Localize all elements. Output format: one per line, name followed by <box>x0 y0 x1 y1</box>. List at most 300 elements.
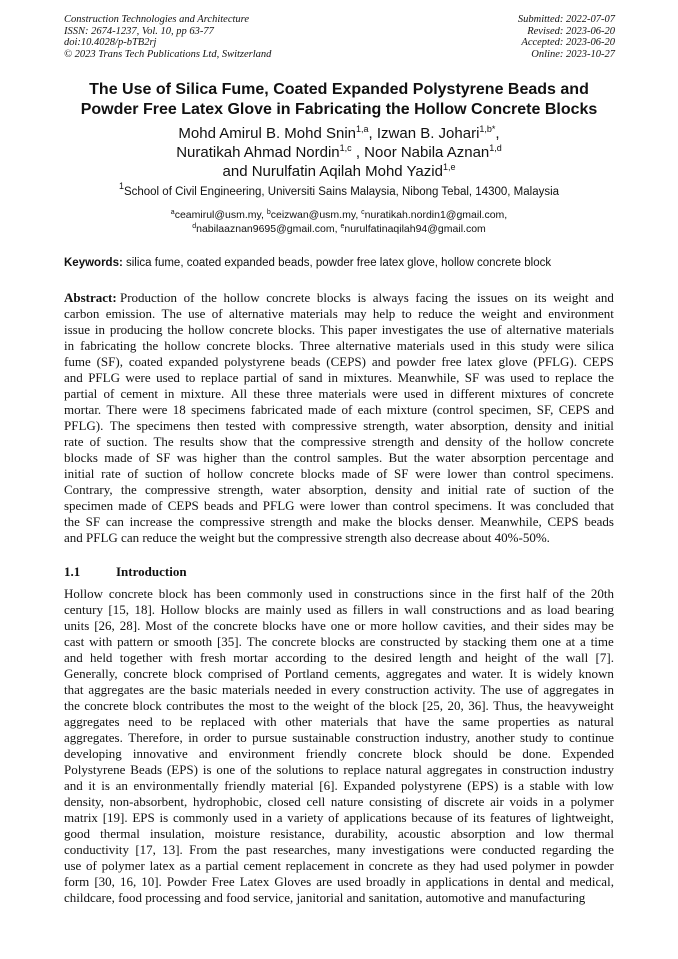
word: are <box>359 634 376 649</box>
word: concrete <box>271 634 316 649</box>
line-text: and PFLG can reduce the weight but the compressive strength also decrease about 40%-50%. <box>64 530 550 545</box>
word: needed <box>274 682 312 697</box>
word: expanded <box>168 354 219 369</box>
word: partial <box>64 386 98 401</box>
word: units <box>64 618 90 633</box>
word: materials <box>320 714 369 729</box>
text-line <box>64 842 614 858</box>
word: alternative <box>506 322 562 337</box>
word: blocks. <box>277 322 316 337</box>
word: that <box>64 682 84 697</box>
word: Contrary, <box>64 482 113 497</box>
word: concrete <box>266 290 311 305</box>
text-line <box>64 338 614 354</box>
word: (control <box>432 402 474 417</box>
word: Thus, <box>493 698 523 713</box>
word: in <box>603 682 614 697</box>
word: past <box>245 842 267 857</box>
word: sides <box>543 618 570 633</box>
word: [6]. <box>319 778 338 793</box>
word: resistance, <box>270 826 325 841</box>
text-line <box>64 370 614 386</box>
word: in <box>188 730 199 745</box>
word: as <box>179 858 191 873</box>
word: the <box>178 514 194 529</box>
word: widely <box>537 666 573 681</box>
word: together <box>119 650 163 665</box>
word: SF <box>464 370 480 385</box>
word: the <box>167 322 184 337</box>
word: done. <box>522 746 551 761</box>
word: of <box>211 306 223 321</box>
word: cements, <box>334 666 381 681</box>
word: strength <box>270 514 313 529</box>
word: cell <box>306 794 326 809</box>
word: (EPS) <box>166 762 198 777</box>
word: Polystyrene <box>64 762 126 777</box>
word: wall <box>565 650 589 665</box>
word: one <box>216 762 236 777</box>
word: with <box>169 650 193 665</box>
word: were <box>555 338 581 353</box>
text-line <box>64 530 614 546</box>
word: and <box>318 514 337 529</box>
word: smooth <box>173 634 213 649</box>
journal-doi: doi:10.4028/p-bTB2rj <box>64 37 157 48</box>
line-text: childcare, food processing and food service, janitorial and sanitation, automotive and manufacturing <box>64 890 586 905</box>
word: concrete <box>229 322 274 337</box>
word: and <box>545 874 565 889</box>
word: and <box>523 306 542 321</box>
word: The <box>246 634 267 649</box>
word: Abstract: Production <box>64 290 178 305</box>
text-line <box>64 682 614 698</box>
word: PFLG <box>88 370 120 385</box>
text-line <box>64 714 614 730</box>
word: the <box>192 618 209 633</box>
introduction-body <box>64 586 614 906</box>
author-affil: 1,a <box>356 124 369 134</box>
word: its <box>472 810 486 825</box>
word: non-absorbent, <box>109 794 188 809</box>
title-line: Powder Free Latex Glove in Fabricating the Hollow Concrete Blocks <box>80 101 598 118</box>
author-name: and Nurulfatin Aqilah Mohd Yazid <box>222 163 443 180</box>
word: many <box>336 842 366 857</box>
word: block <box>173 666 203 681</box>
word: polymer <box>101 858 145 873</box>
word: according <box>275 650 327 665</box>
word: water <box>435 450 465 465</box>
word: water <box>271 482 301 497</box>
text-line <box>64 826 614 842</box>
word: the <box>368 698 385 713</box>
abstract-label: Abstract: <box>64 290 117 305</box>
word: continue <box>569 730 614 745</box>
word: alternative <box>228 306 284 321</box>
word: bearing <box>574 602 614 617</box>
word: density <box>374 482 413 497</box>
word: use <box>505 682 523 697</box>
word: samples. <box>337 450 383 465</box>
word: (PFLG). <box>533 354 577 369</box>
word: that <box>253 434 273 449</box>
word: and <box>64 778 83 793</box>
word: study <box>519 730 549 745</box>
word: aggregates <box>64 714 120 729</box>
word: of <box>176 618 188 633</box>
section-heading <box>64 564 187 580</box>
word: rate <box>64 434 84 449</box>
word: stable <box>529 778 560 793</box>
word: conducted <box>482 842 536 857</box>
word: in <box>261 810 273 825</box>
word: specimens. <box>556 466 614 481</box>
word: constructions <box>354 586 424 601</box>
date-accepted: Accepted: 2023-06-20 <box>521 37 615 48</box>
word: alternative <box>335 338 391 353</box>
text-line <box>64 586 614 602</box>
word: voids <box>509 794 538 809</box>
word: latex <box>149 858 175 873</box>
word: the <box>255 762 272 777</box>
word: the <box>351 650 367 665</box>
date-online: Online: 2023-10-27 <box>531 48 615 60</box>
word: made <box>104 450 133 465</box>
word: [25, <box>422 698 444 713</box>
word: may <box>574 618 597 633</box>
word: Generally, <box>64 666 118 681</box>
word: hollow <box>206 466 244 481</box>
word: closed <box>267 794 301 809</box>
text-line <box>64 402 614 418</box>
word: commonly <box>247 586 303 601</box>
word: suction <box>145 466 183 481</box>
word: dental <box>508 874 541 889</box>
text-line <box>64 482 614 498</box>
word: of <box>86 858 97 873</box>
word: absorption, <box>308 482 367 497</box>
section-number: 1.1 <box>64 564 81 579</box>
word: the <box>597 482 614 497</box>
word: weight <box>481 306 517 321</box>
separator: , <box>368 125 377 142</box>
word: form <box>64 874 90 889</box>
word: stacking <box>463 634 507 649</box>
word: the <box>597 370 614 385</box>
word: the <box>477 586 494 601</box>
word: rate <box>486 482 506 497</box>
word: consisting <box>369 794 422 809</box>
word: aggregates <box>88 682 144 697</box>
word: sand <box>298 370 323 385</box>
word: a <box>195 858 201 873</box>
word: constructions <box>431 602 502 617</box>
word: mortar <box>233 650 268 665</box>
word: the <box>526 698 543 713</box>
word: specimens <box>191 402 246 417</box>
word: a <box>518 778 524 793</box>
word: 18]. <box>134 602 156 617</box>
word: density <box>514 418 553 433</box>
word: compressive <box>199 514 265 529</box>
word: good <box>64 826 90 841</box>
word: of <box>183 290 195 305</box>
word: with <box>262 418 286 433</box>
word: was <box>510 498 531 513</box>
word: in <box>433 386 445 401</box>
word: its <box>534 290 547 305</box>
word: were <box>450 842 476 857</box>
word: had <box>460 858 479 873</box>
word: first <box>499 586 521 601</box>
journal-name: Construction Technologies and Architecture <box>64 14 250 25</box>
word: to <box>401 306 412 321</box>
word: an <box>115 778 128 793</box>
word: because <box>411 810 453 825</box>
word: acoustic <box>397 826 441 841</box>
word: (SF), <box>96 354 123 369</box>
word: materials <box>566 322 614 337</box>
text-line <box>64 602 614 618</box>
word: materials <box>290 306 338 321</box>
word: the <box>228 698 245 713</box>
text-line <box>64 794 614 810</box>
word: EPS <box>132 810 155 825</box>
title-line: The Use of Silica Fume, Coated Expanded Polystyrene Beads and <box>89 81 589 98</box>
word: [35]. <box>216 634 242 649</box>
word: environmentally <box>133 778 219 793</box>
word: with <box>565 778 589 793</box>
word: that <box>594 498 614 513</box>
word: is <box>101 778 110 793</box>
word: moisture <box>214 826 261 841</box>
word: concrete <box>108 586 153 601</box>
author-name: Nuratikah Ahmad Nordin <box>176 144 340 161</box>
word: [30, <box>94 874 115 889</box>
word: used <box>450 338 475 353</box>
author-name: Izwan B. Johari <box>376 125 480 142</box>
word: as <box>336 602 348 617</box>
word: and <box>506 602 526 617</box>
word: developing <box>64 746 122 761</box>
word: blocks <box>64 450 98 465</box>
word: constructed <box>380 634 441 649</box>
word: known <box>578 666 614 681</box>
author-emails <box>40 208 638 236</box>
word: used <box>483 858 508 873</box>
separator: , <box>351 144 365 161</box>
word: issues <box>476 290 509 305</box>
word: block <box>389 698 418 713</box>
word: that <box>376 714 397 729</box>
text-line <box>64 810 614 826</box>
word: of <box>138 450 150 465</box>
word: and <box>595 290 614 305</box>
word: commonly <box>172 810 229 825</box>
keywords-text: silica fume, coated expanded beads, powder free latex glove, hollow concrete block <box>122 257 552 269</box>
word: the <box>542 650 559 665</box>
word: the <box>120 482 137 497</box>
word: [19]. <box>102 810 128 825</box>
word: aggregates. <box>64 730 123 745</box>
word: with <box>89 634 113 649</box>
word: of <box>267 666 279 681</box>
word: durability, <box>334 826 388 841</box>
word: hydrophobic, <box>192 794 262 809</box>
word: lower <box>447 466 477 481</box>
word: researches, <box>273 842 331 857</box>
word: have <box>301 618 326 633</box>
word: broadly <box>366 874 406 889</box>
word: All <box>230 386 248 401</box>
word: or <box>354 618 366 633</box>
word: SF, <box>536 402 554 417</box>
word: fillers <box>352 602 384 617</box>
text-line <box>64 450 614 466</box>
text-line <box>64 466 614 482</box>
word: is <box>357 290 367 305</box>
word: concrete <box>249 466 294 481</box>
author-affil: 1,d <box>489 143 502 153</box>
word: medical, <box>569 874 614 889</box>
word: sustainable <box>292 730 350 745</box>
word: made <box>118 498 147 513</box>
word: be <box>180 714 193 729</box>
affiliation <box>40 181 638 198</box>
word: low <box>594 778 614 793</box>
word: strength, <box>218 482 264 497</box>
word: Portland <box>284 666 329 681</box>
word: polymer <box>570 794 614 809</box>
word: SF <box>85 514 101 529</box>
word: most <box>248 698 275 713</box>
word: used <box>337 874 361 889</box>
word: should <box>453 746 488 761</box>
affiliation-number: 1 <box>118 181 124 191</box>
word: variety <box>287 810 324 825</box>
word: comprised <box>207 666 263 681</box>
word: was <box>484 370 505 385</box>
word: The <box>153 434 174 449</box>
word: same <box>462 714 490 729</box>
word: mixtures. <box>343 370 393 385</box>
word: initial <box>447 482 479 497</box>
word: used <box>308 586 333 601</box>
word: aggregates <box>385 666 442 681</box>
word: discrete <box>443 794 485 809</box>
word: and <box>420 434 439 449</box>
word: thermal <box>574 826 614 841</box>
word: beads <box>203 498 234 513</box>
word: the <box>597 842 614 857</box>
word: made <box>341 466 370 481</box>
author-affil: 1,c <box>339 143 352 153</box>
word: block <box>413 746 442 761</box>
word: control <box>512 466 550 481</box>
word: [7]. <box>595 650 614 665</box>
word: and <box>515 826 535 841</box>
word: powder <box>396 354 436 369</box>
word: used <box>307 602 332 617</box>
word: 18 <box>172 402 186 417</box>
word: blocks <box>300 466 335 481</box>
word: half <box>526 586 547 601</box>
word: contributes <box>166 698 224 713</box>
word: Free <box>211 874 235 889</box>
word: concrete <box>569 386 614 401</box>
word: one <box>542 634 561 649</box>
word: SF <box>394 466 409 481</box>
word: It <box>509 666 518 681</box>
publication-dates <box>518 14 615 60</box>
keywords-label: Keywords: <box>64 257 123 269</box>
word: free <box>441 354 462 369</box>
word: 20, <box>447 698 464 713</box>
word: were <box>372 386 398 401</box>
word: weight <box>553 290 589 305</box>
word: or <box>158 634 169 649</box>
word: investigations <box>371 842 445 857</box>
word: nature <box>330 794 364 809</box>
word: absorption, <box>449 418 509 433</box>
word: cavities, <box>442 618 486 633</box>
word: in <box>410 874 421 889</box>
word: construction <box>502 762 567 777</box>
word: the <box>376 514 393 529</box>
text-line <box>64 498 614 514</box>
text-line <box>64 634 614 650</box>
word: Powder <box>166 874 207 889</box>
word: and <box>558 418 578 433</box>
word: of <box>457 810 469 825</box>
word: water. <box>471 666 504 681</box>
word: the <box>569 586 586 601</box>
word: blocks <box>204 602 239 617</box>
word: and <box>420 482 440 497</box>
word: (EPS) <box>467 778 499 793</box>
word: concrete <box>206 338 251 353</box>
word: absorption <box>471 450 527 465</box>
email-marker: c <box>361 209 365 216</box>
word: coated <box>128 354 163 369</box>
word: mainly <box>265 602 302 617</box>
word: innovative <box>132 746 188 761</box>
word: have <box>404 714 430 729</box>
text-line <box>64 730 614 746</box>
word: percentage <box>532 450 589 465</box>
word: lower <box>330 498 360 513</box>
word: There <box>106 402 137 417</box>
word: and <box>238 498 258 513</box>
text-line <box>64 890 614 906</box>
word: construction <box>364 682 430 697</box>
word: materials <box>396 338 445 353</box>
word: SF <box>155 450 171 465</box>
word: friendly <box>224 778 266 793</box>
text-line <box>64 874 614 890</box>
email: nabilaaznan9695@gmail.com, <box>196 223 341 235</box>
word: their <box>514 618 539 633</box>
word: replace <box>200 370 239 385</box>
word: and <box>458 650 478 665</box>
word: than <box>242 450 266 465</box>
word: environment <box>548 306 614 321</box>
word: powder <box>574 858 614 873</box>
word: beads <box>290 354 321 369</box>
word: by <box>445 634 459 649</box>
word: in <box>353 858 364 873</box>
word: on <box>514 290 528 305</box>
